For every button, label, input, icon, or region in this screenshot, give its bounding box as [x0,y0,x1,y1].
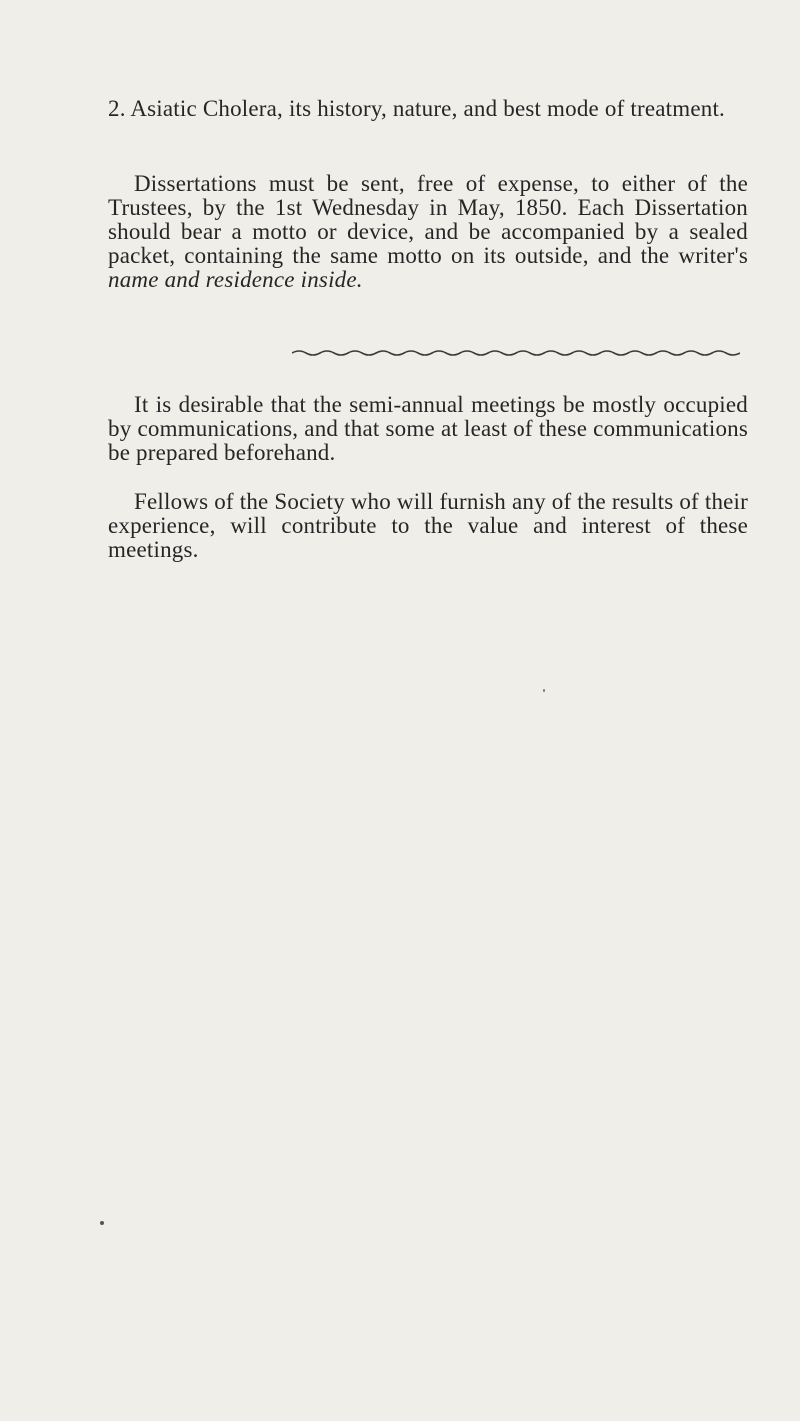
topic-number: 2. [108,96,126,121]
desirable-paragraph [108,393,748,465]
fellows-paragraph [108,490,748,562]
dissertations-text: Dissertations must be sent, free of expense, to either of the Trustees, by the 1st Wednesday in May, 1850. Each Dissertation should bear a motto or device, and be accompanied by a sealed packet, containing the same motto on its outside, and the writer's [108,171,748,268]
topic-text: Asiatic Cholera, its history, nature, and best mode of treatment. [130,96,726,121]
decorative-wavy-rule [292,348,740,358]
dissertations-italic-text: name and residence inside. [108,267,363,292]
paper-speck [543,689,545,692]
desirable-text: It is desirable that the semi-annual meetings be mostly occupied by communications, and that some at least of these communications be prepared beforehand. [108,392,748,465]
topic-heading [108,97,748,121]
paper-speck [100,1221,104,1225]
dissertations-paragraph [108,172,748,292]
fellows-text: Fellows of the Society who will furnish any of the results of their experience, will contribute to the value and interest of these meetings. [108,489,748,562]
